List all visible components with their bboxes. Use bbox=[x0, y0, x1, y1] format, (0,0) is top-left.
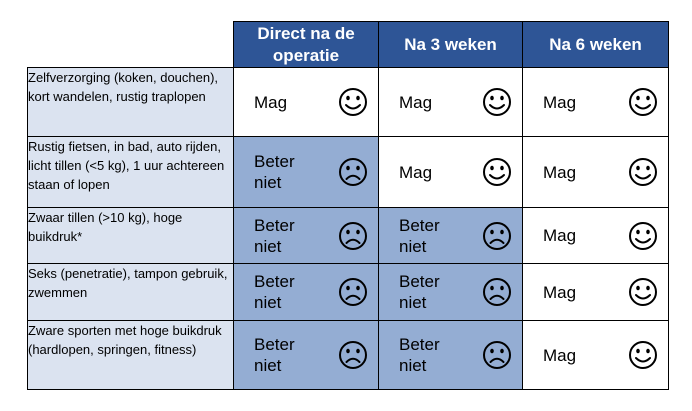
status-cell bbox=[379, 68, 523, 137]
smiley-face-icon bbox=[628, 277, 658, 307]
status-cell bbox=[523, 137, 669, 208]
status-cell bbox=[379, 264, 523, 321]
status-text: Mag bbox=[399, 162, 433, 182]
activity-label: Rustig fietsen, in bad, auto rijden, licht tillen (<5 kg), 1 uur achtereen staan of lopen bbox=[28, 137, 234, 208]
status-cell bbox=[523, 208, 669, 264]
status-cell-content bbox=[523, 340, 668, 370]
status-cell-content bbox=[523, 221, 668, 251]
status-text: Beter niet bbox=[254, 215, 295, 256]
status-cell bbox=[523, 68, 669, 137]
header-na-6-weken: Na 6 weken bbox=[523, 22, 669, 68]
smiley-face-icon bbox=[482, 87, 512, 117]
status-text: Mag bbox=[543, 345, 577, 365]
activity-label: Zware sporten met hoge buikdruk (hardlopen, springen, fitness) bbox=[28, 321, 234, 390]
status-cell-content bbox=[234, 151, 378, 193]
status-cell bbox=[234, 264, 379, 321]
activity-label: Zwaar tillen (>10 kg), hoge buikdruk* bbox=[28, 208, 234, 264]
table-row bbox=[28, 208, 669, 264]
status-cell-content bbox=[523, 87, 668, 117]
status-text: Beter niet bbox=[399, 272, 440, 312]
table-row bbox=[28, 321, 669, 390]
status-cell-content bbox=[234, 271, 378, 313]
smiley-face-icon bbox=[628, 157, 658, 187]
status-text: Beter niet bbox=[399, 335, 440, 375]
header-row bbox=[28, 22, 669, 68]
activity-label: Zelfverzorging (koken, douchen), kort wandelen, rustig traplopen bbox=[28, 68, 234, 137]
header-empty-cell bbox=[28, 22, 234, 68]
status-cell-content bbox=[379, 334, 522, 376]
status-cell bbox=[234, 208, 379, 264]
status-text: Mag bbox=[543, 162, 577, 182]
status-text: Mag bbox=[543, 92, 577, 112]
table-row bbox=[28, 137, 669, 208]
table-body bbox=[28, 68, 669, 390]
activity-label: Seks (penetratie), tampon gebruik, zwemmen bbox=[28, 264, 234, 321]
status-cell bbox=[234, 68, 379, 137]
table-row bbox=[28, 264, 669, 321]
activity-table bbox=[27, 21, 669, 390]
status-text: Mag bbox=[543, 226, 577, 245]
status-cell bbox=[234, 137, 379, 208]
status-cell bbox=[379, 321, 523, 390]
status-cell bbox=[379, 137, 523, 208]
status-cell bbox=[523, 321, 669, 390]
status-cell-content bbox=[234, 334, 378, 376]
status-cell bbox=[379, 208, 523, 264]
smiley-face-icon bbox=[628, 221, 658, 251]
status-text: Mag bbox=[254, 92, 288, 112]
frowning-face-icon bbox=[482, 221, 512, 251]
status-text: Beter niet bbox=[254, 152, 295, 192]
status-cell-content bbox=[379, 215, 522, 257]
frowning-face-icon bbox=[338, 157, 368, 187]
frowning-face-icon bbox=[338, 221, 368, 251]
frowning-face-icon bbox=[482, 340, 512, 370]
status-cell-content bbox=[379, 157, 522, 187]
table-row bbox=[28, 68, 669, 137]
status-cell bbox=[523, 264, 669, 321]
frowning-face-icon bbox=[338, 340, 368, 370]
frowning-face-icon bbox=[482, 277, 512, 307]
header-direct-na-de-operatie: Direct na de operatie bbox=[234, 22, 379, 68]
status-text: Beter niet bbox=[399, 215, 440, 256]
smiley-face-icon bbox=[338, 87, 368, 117]
status-cell-content bbox=[379, 87, 522, 117]
smiley-face-icon bbox=[482, 157, 512, 187]
status-cell bbox=[234, 321, 379, 390]
status-cell-content bbox=[379, 271, 522, 313]
status-text: Mag bbox=[399, 92, 433, 112]
header-na-3-weken: Na 3 weken bbox=[379, 22, 523, 68]
status-text: Beter niet bbox=[254, 335, 295, 375]
status-cell-content bbox=[234, 87, 378, 117]
smiley-face-icon bbox=[628, 340, 658, 370]
smiley-face-icon bbox=[628, 87, 658, 117]
status-cell-content bbox=[523, 157, 668, 187]
status-cell-content bbox=[523, 277, 668, 307]
status-text: Mag bbox=[543, 282, 577, 302]
frowning-face-icon bbox=[338, 277, 368, 307]
status-cell-content bbox=[234, 215, 378, 257]
status-text: Beter niet bbox=[254, 272, 295, 312]
